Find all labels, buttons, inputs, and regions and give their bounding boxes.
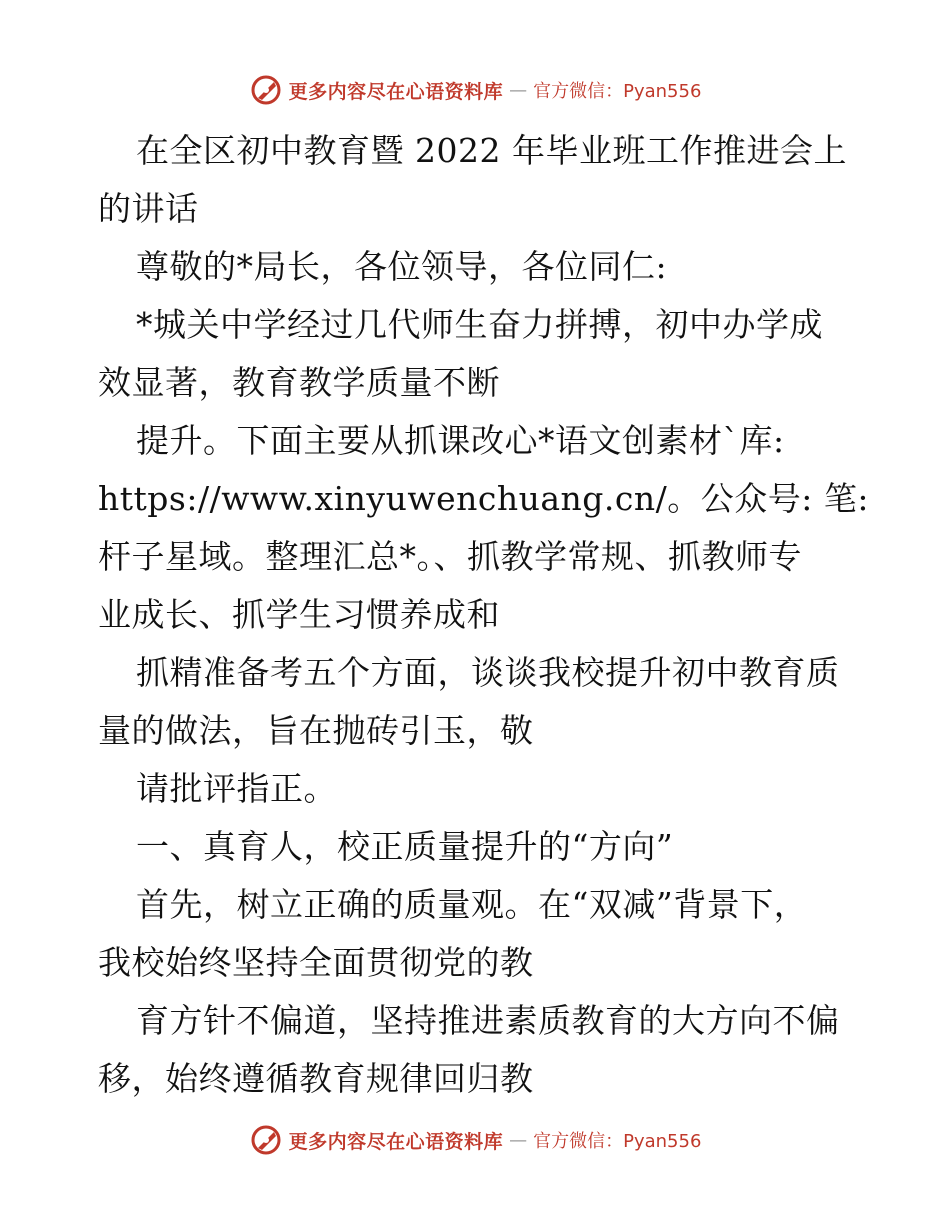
body-line: 我校始终坚持全面贯彻党的教: [98, 943, 534, 982]
body-line: *城关中学经过几代师生奋力拼搏，初中办学成: [136, 305, 823, 344]
document-body: [98, 122, 869, 1108]
watermark-contact-text: 官方微信：Pyan556: [533, 81, 702, 102]
body-line: 移，始终遵循教育规律回归教: [98, 1059, 534, 1098]
body-line: 抓精准备考五个方面，谈谈我校提升初中教育质: [136, 653, 840, 692]
section-heading: 一、真育人，校正质量提升的“方向”: [136, 827, 674, 866]
watermark-contact-text: 官方微信：Pyan556: [533, 1131, 702, 1152]
body-line: 请批评指正。: [136, 769, 337, 808]
watermark-site-text: 更多内容尽在心语资料库: [288, 80, 504, 103]
quill-logo-icon: [249, 1123, 283, 1157]
body-line: 量的做法，旨在抛砖引玉，敬: [98, 711, 534, 750]
body-line: 业成长、抓学生习惯养成和: [98, 595, 500, 634]
body-line: 首先，树立正确的质量观。在“双减”背景下，: [136, 885, 808, 924]
body-line: https://www.xinyuwenchuang.cn/。公众号: 笔:: [98, 479, 869, 518]
watermark-dash: —: [509, 79, 528, 101]
body-line: 在全区初中教育暨 2022 年毕业班工作推进会上: [136, 131, 847, 170]
body-line: 效显著，教育教学质量不断: [98, 363, 500, 402]
footer-watermark: [0, 1120, 950, 1160]
watermark-site-text: 更多内容尽在心语资料库: [288, 1130, 504, 1153]
body-line: 杆子星域。整理汇总*。、抓教学常规、抓教师专: [98, 537, 802, 576]
body-line: 提升。下面主要从抓课改心*语文创素材`库:: [136, 421, 785, 460]
watermark-dash: —: [509, 1129, 528, 1151]
body-line: 尊敬的*局长，各位领导，各位同仁:: [136, 247, 668, 286]
quill-logo-icon: [249, 73, 283, 107]
body-line: 的讲话: [98, 189, 199, 228]
header-watermark: [0, 70, 950, 110]
body-line: 育方针不偏道，坚持推进素质教育的大方向不偏: [136, 1001, 840, 1040]
